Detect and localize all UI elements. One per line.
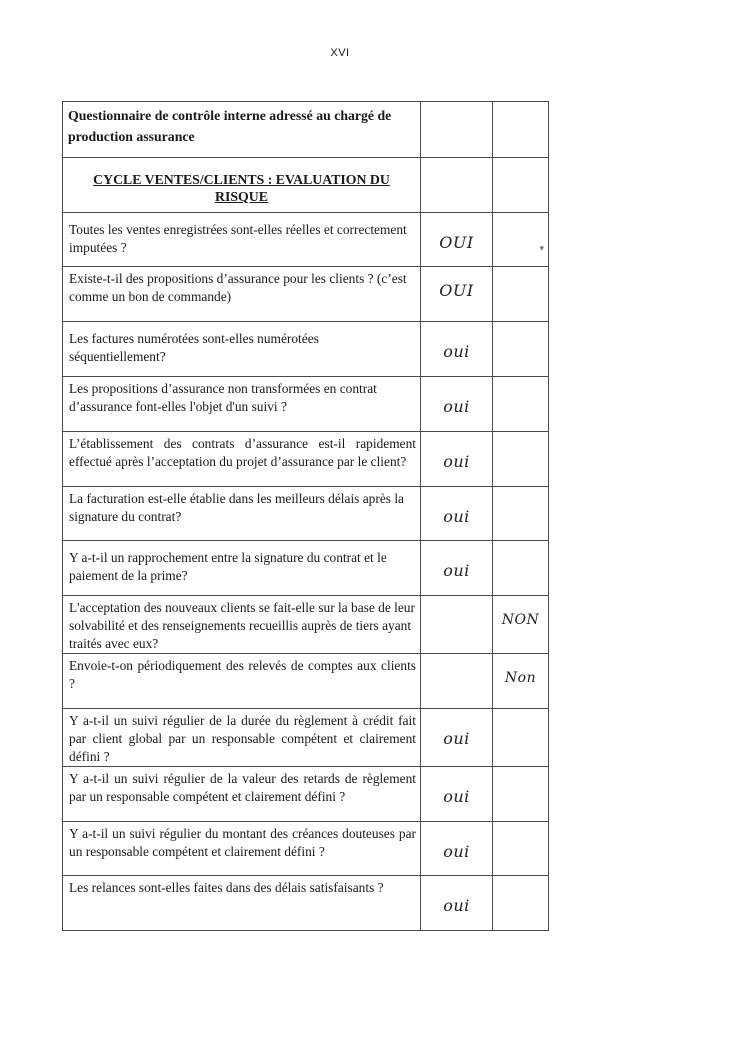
table-row (63, 709, 549, 767)
non-answer (493, 322, 549, 377)
oui-answer: oui (421, 432, 493, 487)
table-row (63, 322, 549, 377)
control-questionnaire-table (62, 101, 549, 931)
non-answer: NON (493, 596, 549, 654)
question-text: L’établissement des contrats d’assurance est-il rapidement effectué après l’acceptation du projet d’assurance par le client? (63, 432, 421, 487)
table-row (63, 432, 549, 487)
table-row (63, 541, 549, 596)
oui-answer (421, 596, 493, 654)
cycle-row (63, 158, 549, 213)
non-answer (493, 487, 549, 541)
cycle-oui-cell (421, 158, 493, 213)
table-row (63, 487, 549, 541)
page-number: XVI (330, 47, 350, 59)
table-row (63, 876, 549, 931)
table-row (63, 377, 549, 432)
oui-answer: oui (421, 541, 493, 596)
question-text: Les factures numérotées sont-elles numérotées séquentiellement? (63, 322, 421, 377)
question-text: L'acceptation des nouveaux clients se fait-elle sur la base de leur solvabilité et des renseignements recueillis auprès de tiers ayant traités avec eux? (63, 596, 421, 654)
table-row (63, 267, 549, 322)
oui-answer: oui (421, 876, 493, 931)
non-answer (493, 267, 549, 322)
oui-answer: oui (421, 487, 493, 541)
cycle-non-cell (493, 158, 549, 213)
question-text: Toutes les ventes enregistrées sont-elles réelles et correctement imputées ? (63, 213, 421, 267)
question-text: Envoie-t-on périodiquement des relevés de comptes aux clients ? (63, 654, 421, 709)
non-answer (493, 377, 549, 432)
non-answer (493, 876, 549, 931)
oui-answer: OUI (421, 267, 493, 322)
question-text: La facturation est-elle établie dans les meilleurs délais après la signature du contrat? (63, 487, 421, 541)
oui-answer: OUI (421, 213, 493, 267)
question-text: Y a-t-il un suivi régulier de la durée du règlement à crédit fait par client global par un responsable compétent et clairement défini ? (63, 709, 421, 767)
oui-answer: oui (421, 767, 493, 822)
non-answer: Non (493, 654, 549, 709)
header-oui-cell (421, 102, 493, 158)
question-text: Y a-t-il un rapprochement entre la signature du contrat et le paiement de la prime? (63, 541, 421, 596)
non-answer (493, 822, 549, 876)
table-row (63, 213, 549, 267)
question-text: Existe-t-il des propositions d’assurance pour les clients ? (c’est comme un bon de commande) (63, 267, 421, 322)
question-text: Y a-t-il un suivi régulier de la valeur des retards de règlement par un responsable compétent et clairement défini ? (63, 767, 421, 822)
non-answer (493, 767, 549, 822)
oui-answer: oui (421, 377, 493, 432)
question-text: Les propositions d’assurance non transformées en contrat d’assurance font-elles l'objet d'un suivi ? (63, 377, 421, 432)
oui-answer: oui (421, 822, 493, 876)
question-text: Y a-t-il un suivi régulier du montant des créances douteuses par un responsable compétent et clairement défini ? (63, 822, 421, 876)
table-row (63, 654, 549, 709)
non-answer: ▾ (493, 213, 549, 267)
header-non-cell (493, 102, 549, 158)
cycle-title: CYCLE VENTES/CLIENTS : EVALUATION DU RISQUE (63, 158, 421, 213)
non-answer (493, 432, 549, 487)
non-answer (493, 709, 549, 767)
oui-answer (421, 654, 493, 709)
oui-answer: oui (421, 322, 493, 377)
table-row (63, 767, 549, 822)
header-row (63, 102, 549, 158)
questionnaire-title: Questionnaire de contrôle interne adressé au chargé de production assurance (63, 102, 421, 158)
oui-answer: oui (421, 709, 493, 767)
table-row (63, 596, 549, 654)
non-answer (493, 541, 549, 596)
question-text: Les relances sont-elles faites dans des délais satisfaisants ? (63, 876, 421, 931)
table-row (63, 822, 549, 876)
